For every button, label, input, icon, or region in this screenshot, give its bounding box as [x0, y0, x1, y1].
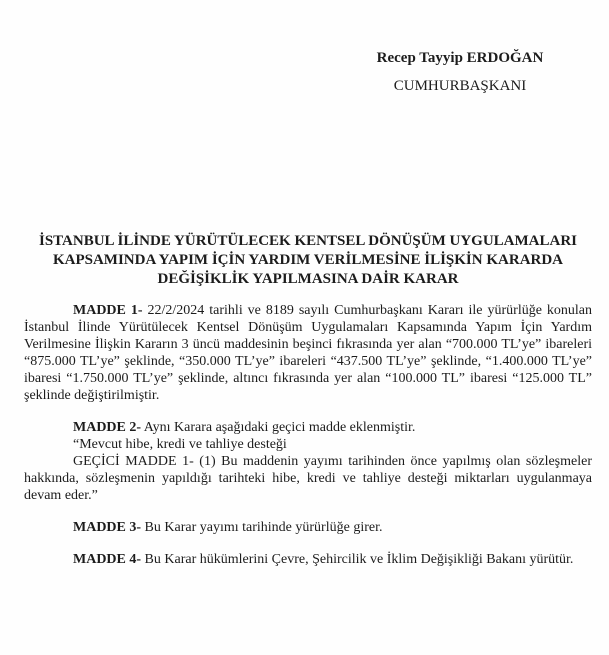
article-3-label: MADDE 3-: [73, 520, 142, 535]
decree-title-line-2: KAPSAMINDA YAPIM İÇİN YARDIM VERİLMESİNE İLİŞKİN KARARDA: [52, 252, 564, 268]
article-4-paragraph: [24, 551, 592, 568]
provisional-article-paragraph: [24, 453, 592, 504]
article-1-paragraph: [24, 302, 592, 404]
article-2-label: MADDE 2-: [73, 420, 142, 435]
signatory-name: Recep Tayyip ERDOĞAN: [376, 50, 544, 66]
article-2-paragraph: [24, 419, 592, 436]
article-3-paragraph: [24, 519, 592, 536]
signature-block: [364, 49, 556, 95]
article-4-text: Bu Karar hükümlerini Çevre, Şehircilik ve İklim Değişikliği Bakanı yürütür.: [144, 552, 574, 567]
decree-title: [24, 232, 592, 289]
signatory-title: CUMHURBAŞKANI: [393, 78, 527, 94]
article-1-text: 22/2/2024 tarihli ve 8189 sayılı Cumhurbaşkanı Kararı ile yürürlüğe konulan İstanbul İlinde Yürütülecek Kentsel Dönüşüm Uygulamaları Kapsamında Yapım İçin Yardım Verilmesine İlişkin Kararın 3 üncü maddesinin beşinci fıkrasında yer alan “700.000 TL’ye” ibareleri “875.000 TL’ye” şeklinde, “350.000 TL’ye” ibareleri “437.500 TL’ye” şeklinde, “1.400.000 TL’ye” ibaresi “1.750.000 TL’ye” şeklinde, altıncı fıkrasında yer alan “100.000 TL” ibaresi “125.000 TL” şeklinde değiştirilmiştir.: [24, 303, 593, 403]
provisional-article-text: GEÇİCİ MADDE 1- (1) Bu maddenin yayımı tarihinden önce yapılmış olan sözleşmeler hakkında, sözleşmenin yapıldığı tarihteki hibe, kredi ve tahliye desteği miktarları uygulanmaya devam eder.”: [24, 454, 592, 503]
added-article-heading-text: “Mevcut hibe, kredi ve tahliye desteği: [73, 437, 287, 452]
decree-title-line-1: İSTANBUL İLİNDE YÜRÜTÜLECEK KENTSEL DÖNÜŞÜM UYGULAMALARI: [38, 233, 577, 249]
decree-title-line-3: DEĞİŞİKLİK YAPILMASINA DAİR KARAR: [157, 271, 459, 287]
article-2-text: Aynı Karara aşağıdaki geçici madde eklenmiştir.: [143, 420, 416, 435]
article-4-label: MADDE 4-: [73, 552, 142, 567]
article-1-label: MADDE 1-: [73, 303, 143, 318]
decree-body: [24, 302, 592, 568]
decree-document: [0, 49, 609, 655]
added-article-heading-paragraph: [24, 436, 592, 453]
article-3-text: Bu Karar yayımı tarihinde yürürlüğe girer.: [144, 520, 383, 535]
